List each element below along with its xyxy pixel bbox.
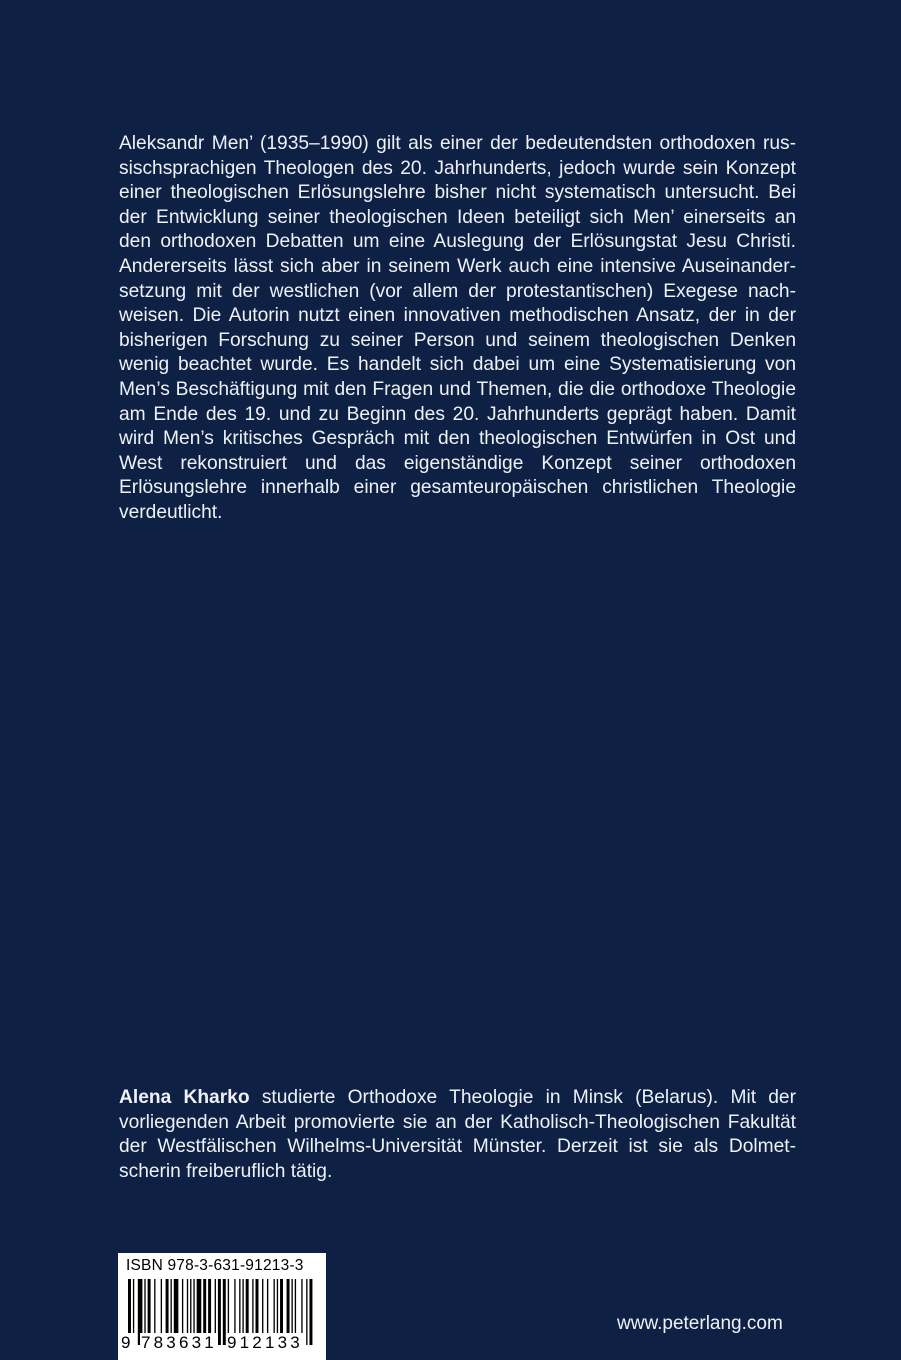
author-name: Alena Kharko: [119, 1087, 250, 1108]
barcode-digits: [118, 1333, 326, 1355]
isbn-label: ISBN 978-3-631-91213-3: [126, 1257, 304, 1274]
blurb-text: Aleksandr Men’ (1935–1990) gilt als einer der bedeutendsten orthodoxen russischsprachigen Theologen des 20. Jahrhunderts, jedoch wurde sein Konzept einer theologischen Erlösungslehre bisher nicht systematisch untersucht. Bei der Entwicklung seiner theologischen Ideen beteiligt sich Men’ einerseits an den orthodoxen Debatten um eine Auslegung der Erlösungstat Jesu Christi. Andererseits lässt sich aber in seinem Werk auch eine intensive Auseinandersetzung mit der westlichen (vor allem der protestantischen) Exegese nachweisen. Die Autorin nutzt einen innovativen methodischen Ansatz, der in der bisherigen Forschung zu seiner Person und seinem theologischen Denken wenig beachtet wurde. Es handelt sich dabei um eine Systematisierung von Men’s Beschäftigung mit den Fragen und Themen, die die orthodoxe Theologie am Ende des 19. und zu Beginn des 20. Jahrhunderts geprägt haben. Damit wird Men’s kritisches Gespräch mit den theologischen Entwürfen in Ost und West rekonstruiert und das eigenständige Konzept seiner orthodoxen Erlösungslehre innerhalb einer gesamteuropäischen christlichen Theologie verdeutlicht.: [119, 133, 796, 523]
barcode-digit-lead: 9: [121, 1333, 134, 1352]
author-bio-text: studierte Orthodoxe Theologie in Minsk (Belarus). Mit der vorliegenden Arbeit promovierte sie an der Katholisch-Theologischen Fakultät der Westfälischen Wilhelms-Universität Münster. Derzeit ist sie als Dolmetscherin freiberuflich tätig.: [119, 1087, 796, 1182]
isbn-barcode: [118, 1253, 326, 1360]
publisher-website: www.peterlang.com: [617, 1313, 783, 1334]
barcode-digits-right: 912133: [227, 1333, 303, 1352]
author-bio: [119, 1086, 796, 1184]
barcode-digits-left: 783631: [141, 1333, 217, 1352]
